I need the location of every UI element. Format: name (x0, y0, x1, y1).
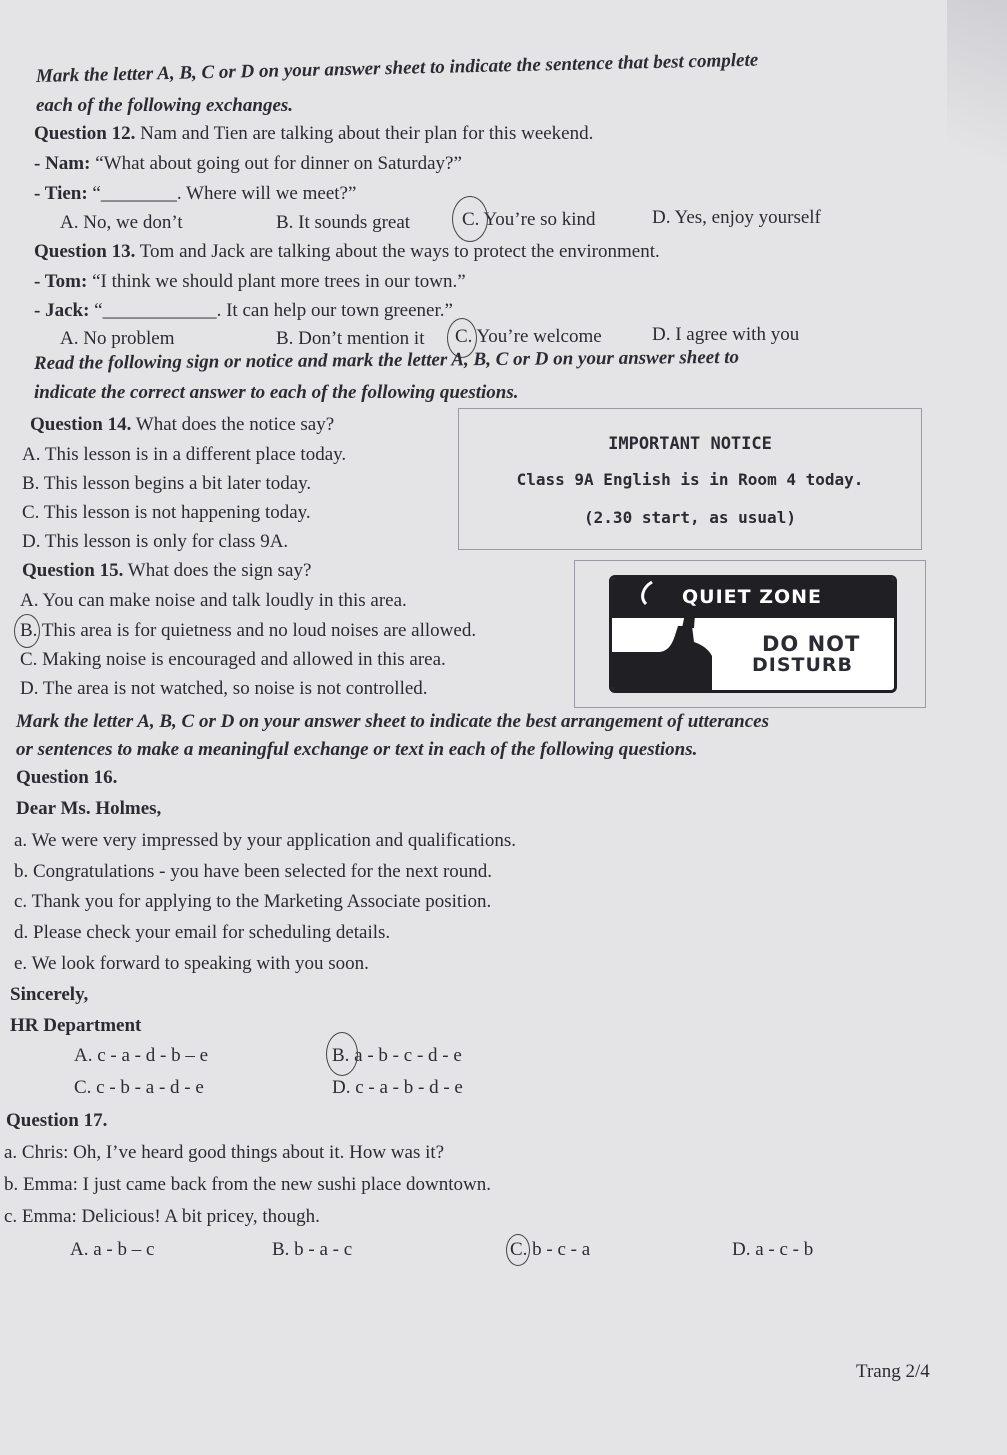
question-14-option-d: D. This lesson is only for class 9A. (22, 531, 289, 552)
question-14-stem: What does the notice say? (135, 414, 335, 435)
question-17-option-b: B. b - a - c (272, 1239, 353, 1260)
instruction-part2-line2: indicate the correct answer to each of the following questions. (34, 382, 519, 403)
speaker-jack: - Jack: (34, 300, 90, 321)
question-12-option-c: C. You’re so kind (462, 209, 596, 230)
sign-title: QUIET ZONE (682, 586, 823, 608)
speaker-tien: - Tien: (34, 183, 88, 204)
question-16-sentence-b: b. Congratulations - you have been selected for the next round. (14, 861, 493, 882)
speaker-nam: - Nam: (34, 153, 91, 174)
question-17-sentence-a: a. Chris: Oh, I’ve heard good things about it. How was it? (4, 1142, 445, 1163)
question-16-option-b: B. a - b - c - d - e (332, 1045, 462, 1066)
question-13-option-a: A. No problem (60, 328, 175, 349)
instruction-part2-line1: Read the following sign or notice and mark the letter A, B, C or D on your answer sheet to (33, 346, 740, 374)
question-12-line1-text: “What about going out for dinner on Saturday?” (95, 153, 462, 174)
question-16-sentence-a: a. We were very impressed by your application and qualifications. (14, 830, 516, 851)
question-13-line1 (34, 270, 466, 294)
letter-closing: Sincerely, (10, 984, 89, 1005)
quiet-zone-sign-frame (574, 560, 926, 708)
question-12-option-a: A. No, we don’t (60, 212, 183, 233)
instruction-part3-line1: Mark the letter A, B, C or D on your answer sheet to indicate the best arrangement of utterances (16, 711, 770, 732)
instruction-part3-line2: or sentences to make a meaningful exchange or text in each of the following questions. (16, 739, 698, 760)
instruction-part1-line2: each of the following exchanges. (36, 95, 294, 116)
question-16-option-a: A. c - a - d - b – e (74, 1045, 209, 1066)
question-15-option-d: D. The area is not watched, so noise is not controlled. (20, 678, 428, 699)
question-16-sentence-d: d. Please check your email for scheduling details. (14, 922, 391, 943)
question-12-stem: Nam and Tien are talking about their plan for this weekend. (140, 123, 594, 144)
question-16-option-c: C. c - b - a - d - e (74, 1077, 204, 1098)
letter-greeting: Dear Ms. Holmes, (16, 798, 162, 819)
page-fold-shadow (947, 0, 1007, 220)
question-12-header (34, 122, 593, 146)
notice-line-1: Class 9A English is in Room 4 today. (516, 470, 864, 489)
question-17-sentence-b: b. Emma: I just came back from the new sushi place downtown. (4, 1174, 492, 1195)
notice-title: IMPORTANT NOTICE (608, 434, 772, 454)
question-12-option-b: B. It sounds great (276, 212, 411, 233)
question-12-option-d: D. Yes, enjoy yourself (652, 207, 821, 228)
question-13-stem: Tom and Jack are talking about the ways to protect the environment. (139, 241, 660, 262)
notice-line-2: (2.30 start, as usual) (584, 508, 796, 527)
sign-line-1: DO NOT (762, 632, 861, 656)
question-12-label: Question 12. (34, 123, 136, 144)
question-14-option-a: A. This lesson is in a different place today. (22, 444, 347, 465)
important-notice-box (458, 408, 922, 550)
question-13-option-b: B. Don’t mention it (276, 328, 425, 349)
question-13-line2 (34, 299, 453, 323)
question-15-header (22, 559, 311, 583)
question-16-label: Question 16. (16, 767, 118, 788)
question-13-option-d: D. I agree with you (652, 324, 800, 345)
instruction-part1-line1: Mark the letter A, B, C or D on your answer sheet to indicate the sentence that best complete (35, 49, 759, 87)
question-15-stem: What does the sign say? (127, 560, 312, 581)
question-15-label: Question 15. (22, 560, 124, 581)
answer-circle-mark (326, 1032, 358, 1076)
question-13-quote-open: “ (94, 300, 103, 321)
answer-circle-mark (14, 614, 40, 648)
question-12-quote-open: “ (92, 183, 101, 204)
question-17-sentence-c: c. Emma: Delicious! A bit pricey, though. (4, 1206, 320, 1227)
page-number: Trang 2/4 (856, 1361, 930, 1382)
question-15-option-c: C. Making noise is encouraged and allowed in this area. (20, 649, 446, 670)
question-12-line1 (34, 152, 462, 176)
question-13-header (34, 240, 660, 264)
question-16-sentence-e: e. We look forward to speaking with you soon. (14, 953, 369, 974)
question-15-option-b: B. This area is for quietness and no loud noises are allowed. (20, 620, 477, 641)
question-12-blank: ________ (100, 183, 177, 204)
question-14-option-b: B. This lesson begins a bit later today. (22, 473, 312, 494)
question-17-label: Question 17. (6, 1110, 108, 1131)
speaker-tom: - Tom: (34, 271, 88, 292)
question-13-option-c: C. You’re welcome (455, 326, 602, 347)
question-17-option-d: D. a - c - b (732, 1239, 814, 1260)
question-16-option-d: D. c - a - b - d - e (332, 1077, 463, 1098)
question-14-option-c: C. This lesson is not happening today. (22, 502, 311, 523)
question-15-option-a: A. You can make noise and talk loudly in this area. (20, 590, 407, 611)
question-14-header (30, 413, 334, 437)
question-13-line2-text: . It can help our town greener.” (216, 300, 453, 321)
question-13-blank: ____________ (102, 300, 217, 321)
question-13-label: Question 13. (34, 241, 136, 262)
sign-line-2: DISTURB (752, 654, 854, 676)
question-13-line1-text: “I think we should plant more trees in our town.” (92, 271, 466, 292)
question-14-label: Question 14. (30, 414, 132, 435)
answer-circle-mark (452, 196, 488, 242)
answer-circle-mark (506, 1234, 530, 1266)
question-16-sentence-c: c. Thank you for applying to the Marketing Associate position. (14, 891, 492, 912)
question-17-option-c: C. b - c - a (510, 1239, 591, 1260)
question-12-line2-text: . Where will we meet?” (176, 183, 357, 204)
question-12-line2 (34, 182, 356, 206)
letter-signature: HR Department (10, 1015, 142, 1036)
quiet-zone-sign (609, 575, 897, 693)
question-17-option-a: A. a - b – c (70, 1239, 155, 1260)
